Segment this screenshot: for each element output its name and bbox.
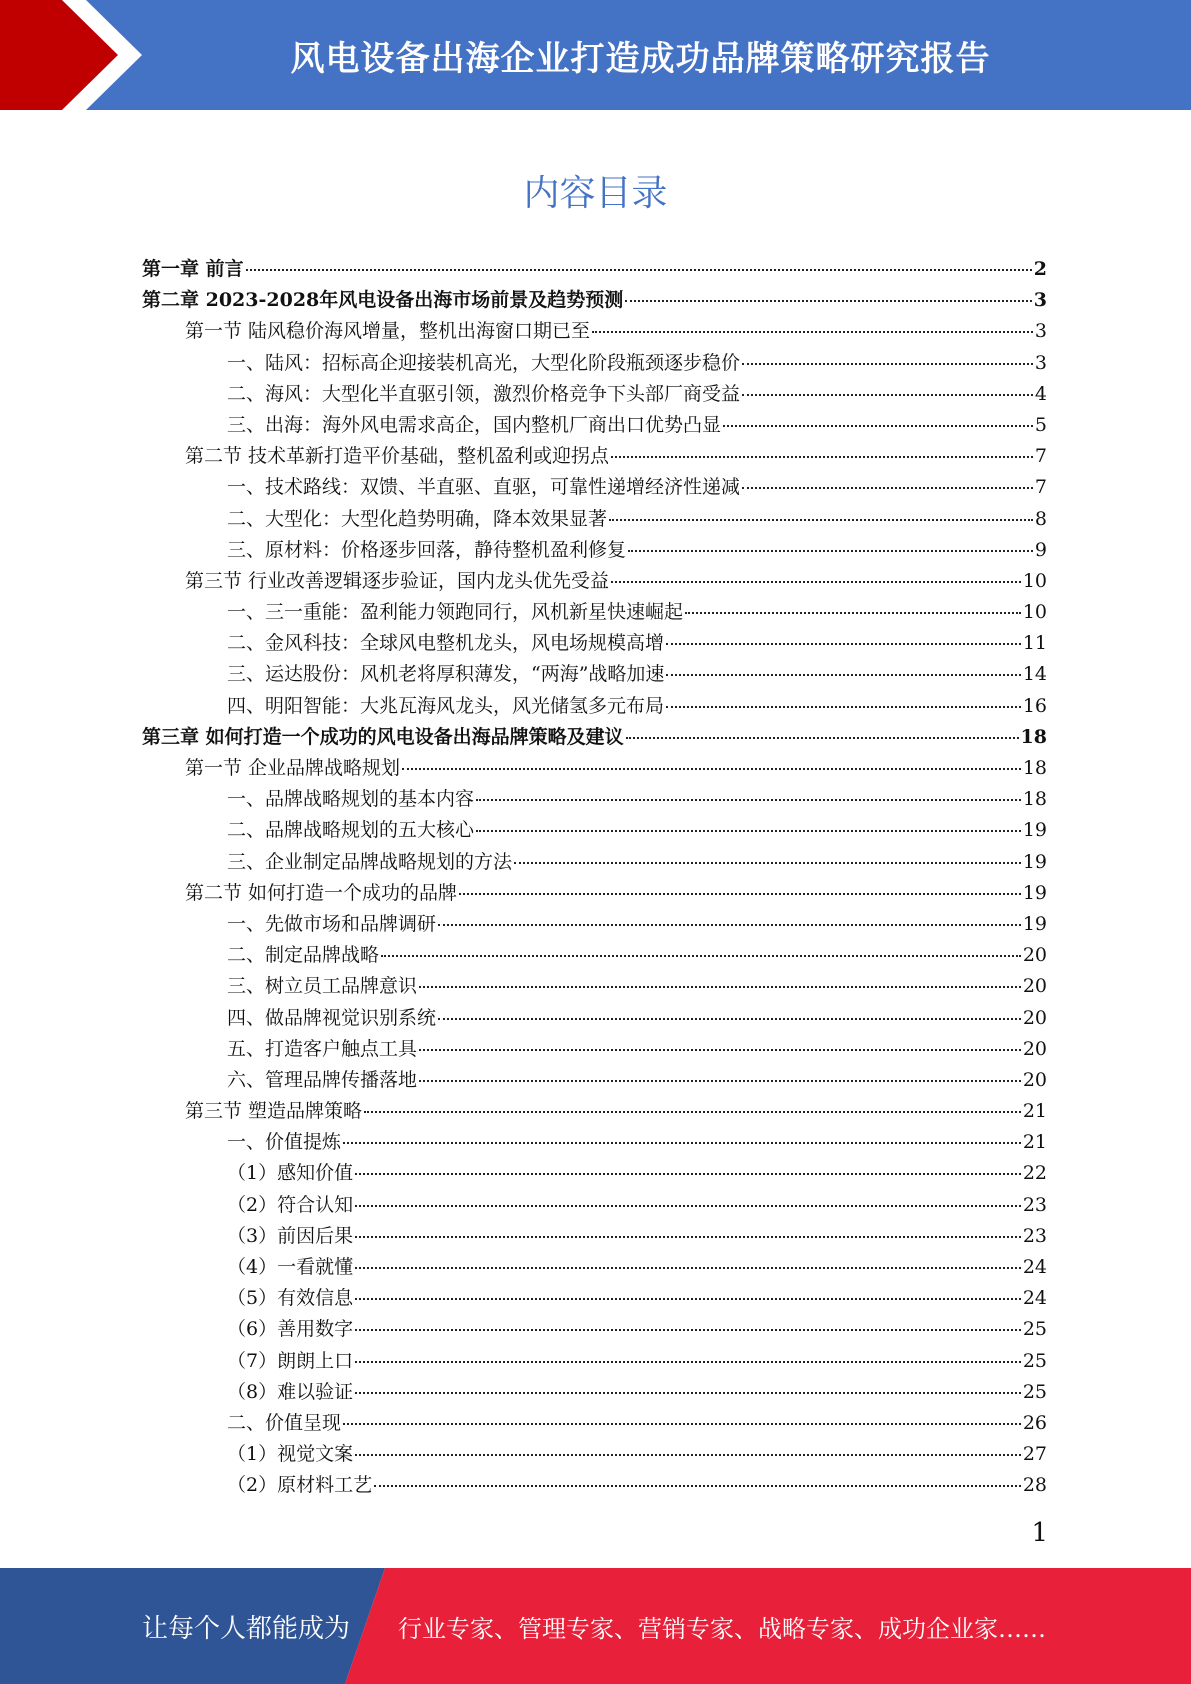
toc-entry-title: （6）善用数字 <box>227 1318 354 1341</box>
toc-entry-title: 二、制定品牌战略 <box>227 944 380 967</box>
toc-entry-page: 24 <box>1022 1256 1047 1278</box>
toc-entry[interactable] <box>142 1221 1047 1252</box>
toc-leader-dots <box>611 581 1021 583</box>
toc-entry[interactable] <box>142 1470 1047 1501</box>
toc-entry-title: 第一节 陆风稳价海风增量，整机出海窗口期已至 <box>185 320 591 343</box>
toc-entry-page: 10 <box>1022 569 1047 592</box>
toc-entry-page: 11 <box>1022 632 1047 655</box>
toc-leader-dots <box>438 924 1021 926</box>
toc-entry-title: 三、原材料：价格逐步回落，静待整机盈利修复 <box>227 538 627 561</box>
toc-entry-title: 第二节 如何打造一个成功的品牌 <box>185 881 458 904</box>
table-of-contents <box>142 254 1047 1502</box>
toc-leader-dots <box>355 1267 1021 1269</box>
toc-leader-dots <box>666 643 1021 645</box>
page-number: 1 <box>1031 1518 1048 1548</box>
toc-entry-title: 一、技术路线：双馈、半直驱、直驱，可靠性递增经济性递减 <box>227 476 741 499</box>
header-band <box>0 0 1191 110</box>
toc-entry-title: （7）朗朗上口 <box>227 1349 354 1372</box>
toc-entry-page: 20 <box>1022 1037 1047 1060</box>
toc-entry-title: 第二章 2023-2028年风电设备出海市场前景及趋势预测 <box>142 289 624 312</box>
footer-slogan-left: 让每个人都能成为 <box>142 1613 351 1644</box>
toc-entry-title: 第三章 如何打造一个成功的风电设备出海品牌策略及建议 <box>142 725 624 748</box>
toc-entry-page: 25 <box>1022 1380 1047 1403</box>
toc-leader-dots <box>355 1392 1021 1394</box>
toc-leader-dots <box>459 893 1021 895</box>
toc-entry-page: 14 <box>1022 663 1047 686</box>
toc-entry-page: 28 <box>1022 1474 1047 1497</box>
toc-entry-title: 三、出海：海外风电需求高企，国内整机厂商出口优势凸显 <box>227 413 722 436</box>
toc-entry[interactable] <box>142 1065 1047 1096</box>
toc-entry-page: 19 <box>1022 912 1047 935</box>
toc-entry-title: 一、先做市场和品牌调研 <box>227 912 437 935</box>
toc-leader-dots <box>609 519 1033 521</box>
toc-leader-dots <box>355 1298 1021 1300</box>
toc-leader-dots <box>611 456 1033 458</box>
toc-entry-page: 4 <box>1034 382 1047 405</box>
toc-leader-dots <box>476 799 1021 801</box>
toc-entry-title: （2）原材料工艺 <box>227 1474 373 1497</box>
toc-entry-page: 18 <box>1022 788 1047 811</box>
toc-leader-dots <box>476 830 1021 832</box>
toc-leader-dots <box>666 706 1021 708</box>
toc-entry[interactable] <box>142 1408 1047 1439</box>
toc-entry[interactable] <box>142 254 1047 285</box>
footer-slogan-right: 行业专家、管理专家、营销专家、战略专家、成功企业家…… <box>398 1614 1046 1643</box>
toc-entry-page: 5 <box>1034 413 1047 436</box>
toc-entry-title: 二、品牌战略规划的五大核心 <box>227 819 475 842</box>
toc-entry-title: （1）视觉文案 <box>227 1443 354 1466</box>
toc-leader-dots <box>364 1111 1021 1113</box>
toc-entry[interactable] <box>142 628 1047 659</box>
toc-entry[interactable] <box>142 1158 1047 1189</box>
toc-entry-page: 3 <box>1034 320 1047 343</box>
toc-entry-title: 四、做品牌视觉识别系统 <box>227 1006 437 1029</box>
toc-entry[interactable] <box>142 784 1047 815</box>
toc-leader-dots <box>355 1454 1021 1456</box>
toc-leader-dots <box>355 1361 1021 1363</box>
toc-leader-dots <box>685 612 1021 614</box>
toc-leader-dots <box>628 550 1033 552</box>
toc-entry-page: 20 <box>1022 944 1047 967</box>
toc-entry-title: 二、价值呈现 <box>227 1411 342 1434</box>
toc-entry-title: （5）有效信息 <box>227 1287 354 1310</box>
toc-entry-page: 25 <box>1022 1318 1047 1341</box>
toc-leader-dots <box>742 363 1033 365</box>
toc-entry-page: 16 <box>1022 694 1047 717</box>
toc-entry-title: 三、树立员工品牌意识 <box>227 975 418 998</box>
toc-leader-dots <box>355 1173 1021 1175</box>
toc-entry[interactable] <box>142 940 1047 971</box>
toc-entry-page: 18 <box>1020 725 1047 748</box>
toc-leader-dots <box>355 1329 1021 1331</box>
toc-entry-page: 3 <box>1034 351 1047 374</box>
toc-entry-page: 25 <box>1022 1349 1047 1372</box>
toc-entry-page: 7 <box>1034 476 1047 499</box>
toc-entry-page: 21 <box>1022 1131 1047 1154</box>
toc-leader-dots <box>438 1018 1021 1020</box>
toc-leader-dots <box>626 737 1019 739</box>
toc-entry-page: 3 <box>1033 289 1047 312</box>
toc-entry-title: 四、明阳智能：大兆瓦海风龙头，风光储氢多元布局 <box>227 694 665 717</box>
toc-entry[interactable] <box>142 1127 1047 1158</box>
toc-entry[interactable] <box>142 1252 1047 1283</box>
toc-entry[interactable] <box>142 504 1047 535</box>
toc-entry-page: 19 <box>1022 819 1047 842</box>
toc-entry-page: 18 <box>1022 757 1047 779</box>
toc-entry[interactable] <box>142 659 1047 690</box>
toc-entry[interactable] <box>142 722 1047 753</box>
toc-entry-page: 26 <box>1022 1411 1047 1434</box>
toc-entry[interactable] <box>142 316 1047 347</box>
toc-leader-dots <box>246 269 1032 271</box>
toc-entry-title: 第一章 前言 <box>142 258 244 280</box>
toc-entry-title: 一、价值提炼 <box>227 1131 342 1154</box>
toc-entry-page: 7 <box>1034 445 1047 468</box>
toc-entry[interactable] <box>142 535 1047 566</box>
toc-entry[interactable] <box>142 1314 1047 1345</box>
toc-entry-title: （8）难以验证 <box>227 1380 354 1403</box>
toc-entry-title: 二、金风科技：全球风电整机龙头，风电场规模高增 <box>227 632 665 655</box>
report-title: 风电设备出海企业打造成功品牌策略研究报告 <box>290 38 991 79</box>
toc-leader-dots <box>742 394 1033 396</box>
toc-entry-page: 20 <box>1022 975 1047 998</box>
toc-entry[interactable] <box>142 847 1047 878</box>
toc-leader-dots <box>419 1049 1021 1051</box>
toc-leader-dots <box>355 1236 1021 1238</box>
toc-entry-title: 第三节 行业改善逻辑逐步验证，国内龙头优先受益 <box>185 569 610 592</box>
toc-entry-page: 21 <box>1022 1100 1047 1123</box>
toc-entry-title: 一、品牌战略规划的基本内容 <box>227 788 475 811</box>
toc-entry-title: （2）符合认知 <box>227 1193 354 1216</box>
toc-entry[interactable] <box>142 1377 1047 1408</box>
toc-entry[interactable] <box>142 348 1047 379</box>
toc-entry[interactable] <box>142 1346 1047 1377</box>
toc-heading: 内容目录 <box>523 173 668 214</box>
toc-leader-dots <box>419 986 1021 988</box>
toc-entry-title: （1）感知价值 <box>227 1162 354 1185</box>
toc-entry[interactable] <box>142 1283 1047 1314</box>
toc-entry-title: （3）前因后果 <box>227 1224 354 1247</box>
toc-entry-page: 10 <box>1022 601 1047 624</box>
toc-entry[interactable] <box>142 691 1047 722</box>
toc-entry-page: 8 <box>1034 507 1047 530</box>
toc-entry[interactable] <box>142 566 1047 597</box>
toc-leader-dots <box>374 1485 1021 1487</box>
toc-entry-page: 9 <box>1034 538 1047 561</box>
toc-entry[interactable] <box>142 410 1047 441</box>
footer-band <box>0 1568 1191 1684</box>
toc-entry[interactable] <box>142 909 1047 940</box>
toc-entry-page: 19 <box>1022 850 1047 873</box>
toc-leader-dots <box>625 300 1032 302</box>
toc-entry[interactable] <box>142 1439 1047 1470</box>
toc-entry-title: 二、海风：大型化半直驱引领，激烈价格竞争下头部厂商受益 <box>227 382 741 405</box>
toc-entry-page: 20 <box>1022 1006 1047 1029</box>
toc-entry-title: 五、打造客户触点工具 <box>227 1037 418 1060</box>
toc-entry-title: （4）一看就懂 <box>227 1256 354 1278</box>
toc-leader-dots <box>355 1205 1021 1207</box>
toc-entry[interactable] <box>142 815 1047 846</box>
toc-entry-page: 27 <box>1022 1443 1047 1466</box>
toc-leader-dots <box>343 1142 1021 1144</box>
toc-entry-title: 一、陆风：招标高企迎接装机高光，大型化阶段瓶颈逐步稳价 <box>227 351 741 374</box>
toc-entry-title: 第一节 企业品牌战略规划 <box>185 757 401 779</box>
toc-entry[interactable] <box>142 1003 1047 1034</box>
toc-entry-title: 三、运达股份：风机老将厚积薄发，“两海”战略加速 <box>227 663 665 686</box>
toc-entry-page: 20 <box>1022 1068 1047 1091</box>
toc-entry[interactable] <box>142 441 1047 472</box>
toc-entry[interactable] <box>142 878 1047 909</box>
toc-entry-title: 三、企业制定品牌战略规划的方法 <box>227 850 513 873</box>
toc-leader-dots <box>723 425 1033 427</box>
toc-entry-page: 23 <box>1022 1193 1047 1216</box>
toc-leader-dots <box>514 862 1021 864</box>
toc-leader-dots <box>419 1080 1021 1082</box>
toc-entry[interactable] <box>142 753 1047 784</box>
toc-entry[interactable] <box>142 379 1047 410</box>
toc-entry-page: 2 <box>1033 258 1047 280</box>
toc-entry-title: 六、管理品牌传播落地 <box>227 1068 418 1091</box>
toc-leader-dots <box>343 1423 1021 1425</box>
toc-entry[interactable] <box>142 1096 1047 1127</box>
toc-entry-title: 二、大型化：大型化趋势明确，降本效果显著 <box>227 507 608 530</box>
toc-leader-dots <box>742 487 1033 489</box>
toc-entry-page: 23 <box>1022 1224 1047 1247</box>
toc-entry-title: 第二节 技术革新打造平价基础，整机盈利或迎拐点 <box>185 445 610 468</box>
toc-entry[interactable] <box>142 597 1047 628</box>
toc-leader-dots <box>381 955 1021 957</box>
toc-entry-title: 一、三一重能：盈利能力领跑同行，风机新星快速崛起 <box>227 601 684 624</box>
toc-entry[interactable] <box>142 472 1047 503</box>
toc-entry-title: 第三节 塑造品牌策略 <box>185 1100 363 1123</box>
toc-entry[interactable] <box>142 1190 1047 1221</box>
toc-entry-page: 24 <box>1022 1287 1047 1310</box>
toc-leader-dots <box>666 674 1020 676</box>
toc-leader-dots <box>402 768 1021 770</box>
toc-entry[interactable] <box>142 1034 1047 1065</box>
toc-entry[interactable] <box>142 285 1047 316</box>
toc-entry-page: 19 <box>1022 881 1047 904</box>
toc-entry[interactable] <box>142 971 1047 1002</box>
toc-entry-page: 22 <box>1022 1162 1047 1185</box>
toc-leader-dots <box>592 331 1033 333</box>
